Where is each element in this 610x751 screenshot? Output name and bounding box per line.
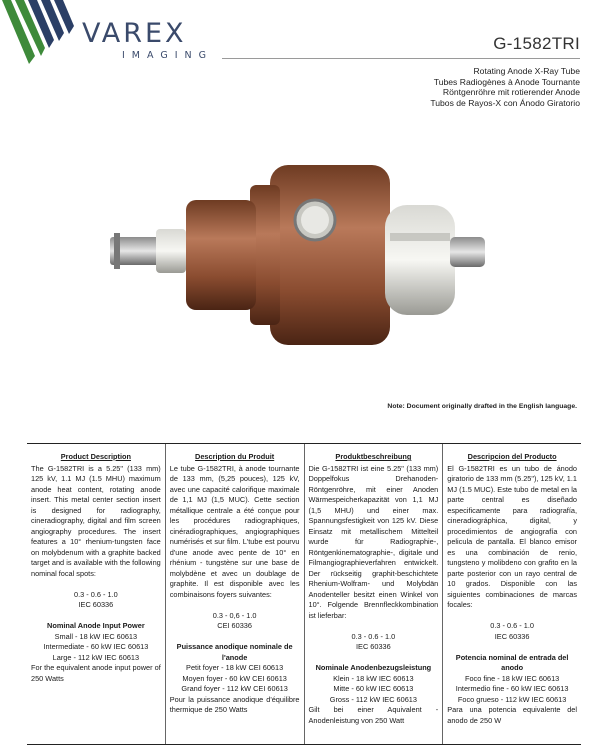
power-line: Mitte - 60 kW IEC 60613 <box>333 684 414 693</box>
column-spanish <box>443 444 581 744</box>
language-note: Note: Document originally drafted in the English language. <box>387 403 577 410</box>
column-body: Die G-1582TRI ist eine 5.25" (133 mm) Doppelfokus Drehanoden-Röntgenröhre, mit einer Anoden Wärmespeicherkapazität von 1,1 MJ (1,5 MHU) und einer max. Spannungsfestigkeit von 125 kV. Diese Einsatz mit metallischem Mittelteil wurde für Radiographie-, Röntgenkinematographie-, digitale und Filmangiographieverfahren entwickelt. Der rückseitig graphit-beschichtete Rhenium-Wolfram- und Molybdän Anodenteller besitzt einen Winkel von 10°. Folgende Brennfleckkombination ist lieferbar: <box>308 463 439 620</box>
focal-spots: 0.3 - 0.6 - 1.0 <box>74 589 118 599</box>
brand-subtitle: IMAGING <box>122 50 213 61</box>
focal-spots: 0.3 - 0,6 - 1.0 <box>212 610 257 620</box>
varex-logo-mark-icon <box>2 0 88 64</box>
description-columns <box>27 443 581 745</box>
focal-spots: 0.3 - 0.6 - 1.0 <box>351 631 396 641</box>
focal-spots-standard: CEI 60336 <box>217 621 252 630</box>
xray-tube-image <box>100 145 500 365</box>
power-line: Foco grueso - 112 kW IEC 60613 <box>457 694 567 704</box>
power-footer: Gilt bei einer Aquivalent - Anodenleistung von 250 Watt <box>308 705 439 725</box>
power-line: Intermedio fine - 60 kW IEC 60613 <box>455 684 569 693</box>
column-body: El G-1582TRI es un tubo de ánodo giratorio de 133 mm (5.25"), 125 kV, 1.1 MJ (1.5 MUC). Este tubo de metal en la parte central es diseñado especificamente para radiografía, cineradiográphica, digital, y procedimientos de angiografía con pelicula de pantalla. El blanco emisor es una combinación de renio, tungsteno y molibdeno con grafito en la parte posterior con un rayo central de 10 grados. Disponible con las siguientes combinaciones de marcas focales: <box>447 463 577 609</box>
column-body: The G-1582TRI is a 5.25" (133 mm) 125 kV, 1.1 MJ (1.5 MHU) maximum anode heat content, rotating anode insert. This metal center section insert is designed for radiography, cineradiography, digital and film screen angiography procedures. The insert features a 10° rhenium-tungsten face on molybdenum with a graphite backed target and is available with the following nominal focal spots: <box>31 463 161 578</box>
power-title: Nominal Anode Input Power <box>47 621 145 630</box>
power-title: Nominale Anodenbezugsleistung <box>315 663 432 672</box>
power-line: Grand foyer - 112 kW CEI 60613 <box>181 684 288 693</box>
power-line: Gross - 112 kW IEC 60613 <box>329 694 417 704</box>
power-title: Puissance anodique nominale de l'anode <box>176 642 293 662</box>
header-divider <box>222 58 580 59</box>
power-line: Large - 112 kW IEC 60613 <box>52 652 140 662</box>
subtitle-fr: Tubes Radiogènes à Anode Tournante <box>433 76 580 87</box>
subtitle-es: Tubos de Rayos-X con Ánodo Giratorio <box>430 97 580 108</box>
focal-spots: 0.3 - 0.6 - 1.0 <box>490 621 534 630</box>
power-footer: Pour la puissance anodique d'équilibre thermique de 250 Watts <box>169 694 300 714</box>
power-line: Intermediate - 60 kW IEC 60613 <box>43 642 149 651</box>
power-line: Small - 18 kW IEC 60613 <box>54 631 138 641</box>
focal-spots-standard: IEC 60336 <box>494 631 530 641</box>
power-line: Petit foyer - 18 kW CEI 60613 <box>186 663 284 672</box>
focal-spots-standard: IEC 60336 <box>78 600 114 609</box>
column-english <box>27 444 166 744</box>
power-line: Moyen foyer - 60 kW CEI 60613 <box>182 673 287 683</box>
power-line: Foco fine - 18 kW IEC 60613 <box>464 673 560 683</box>
subtitle-block <box>430 66 580 108</box>
subtitle-de: Röntgenröhre mit rotierender Anode <box>442 87 580 98</box>
power-footer: For the equivalent anode input power of 250 Watts <box>31 663 161 683</box>
power-title: Potencia nominal de entrada del anodo <box>455 652 569 672</box>
subtitle-en: Rotating Anode X-Ray Tube <box>473 66 580 76</box>
power-footer: Para una potencia equivalente del anodo de 250 W <box>447 705 577 725</box>
column-title: Description du Produit <box>195 452 275 461</box>
column-title: Descripcion del Producto <box>467 452 557 461</box>
model-number: G-1582TRI <box>493 34 580 53</box>
focal-spots-standard: IEC 60336 <box>356 642 391 651</box>
power-line: Klein - 18 kW IEC 60613 <box>333 673 414 683</box>
column-french <box>166 444 305 744</box>
brand-name: VAREX <box>82 18 187 49</box>
column-title: Produktbeschreibung <box>335 452 412 461</box>
column-german <box>305 444 444 744</box>
column-title: Product Description <box>60 452 131 461</box>
column-body: Le tube G-1582TRI, à anode tournante de 133 mm, (5,25 pouces), 125 kV, avec une capacité calorifique maximale de 1,1 MJ (1,5 MUC). Cette section métallique centrale a été conçue pour les procédures radiographiques, cinéradiographiques, angiographiques numérisés et sur film. L'tube est pourvu d'une anode avec pente de 10° en rhénium - tungstène sur une base de molybdène et avec un doublage de graphite. Il est disponible avec les combinaisons foyers suivantes: <box>169 463 300 599</box>
